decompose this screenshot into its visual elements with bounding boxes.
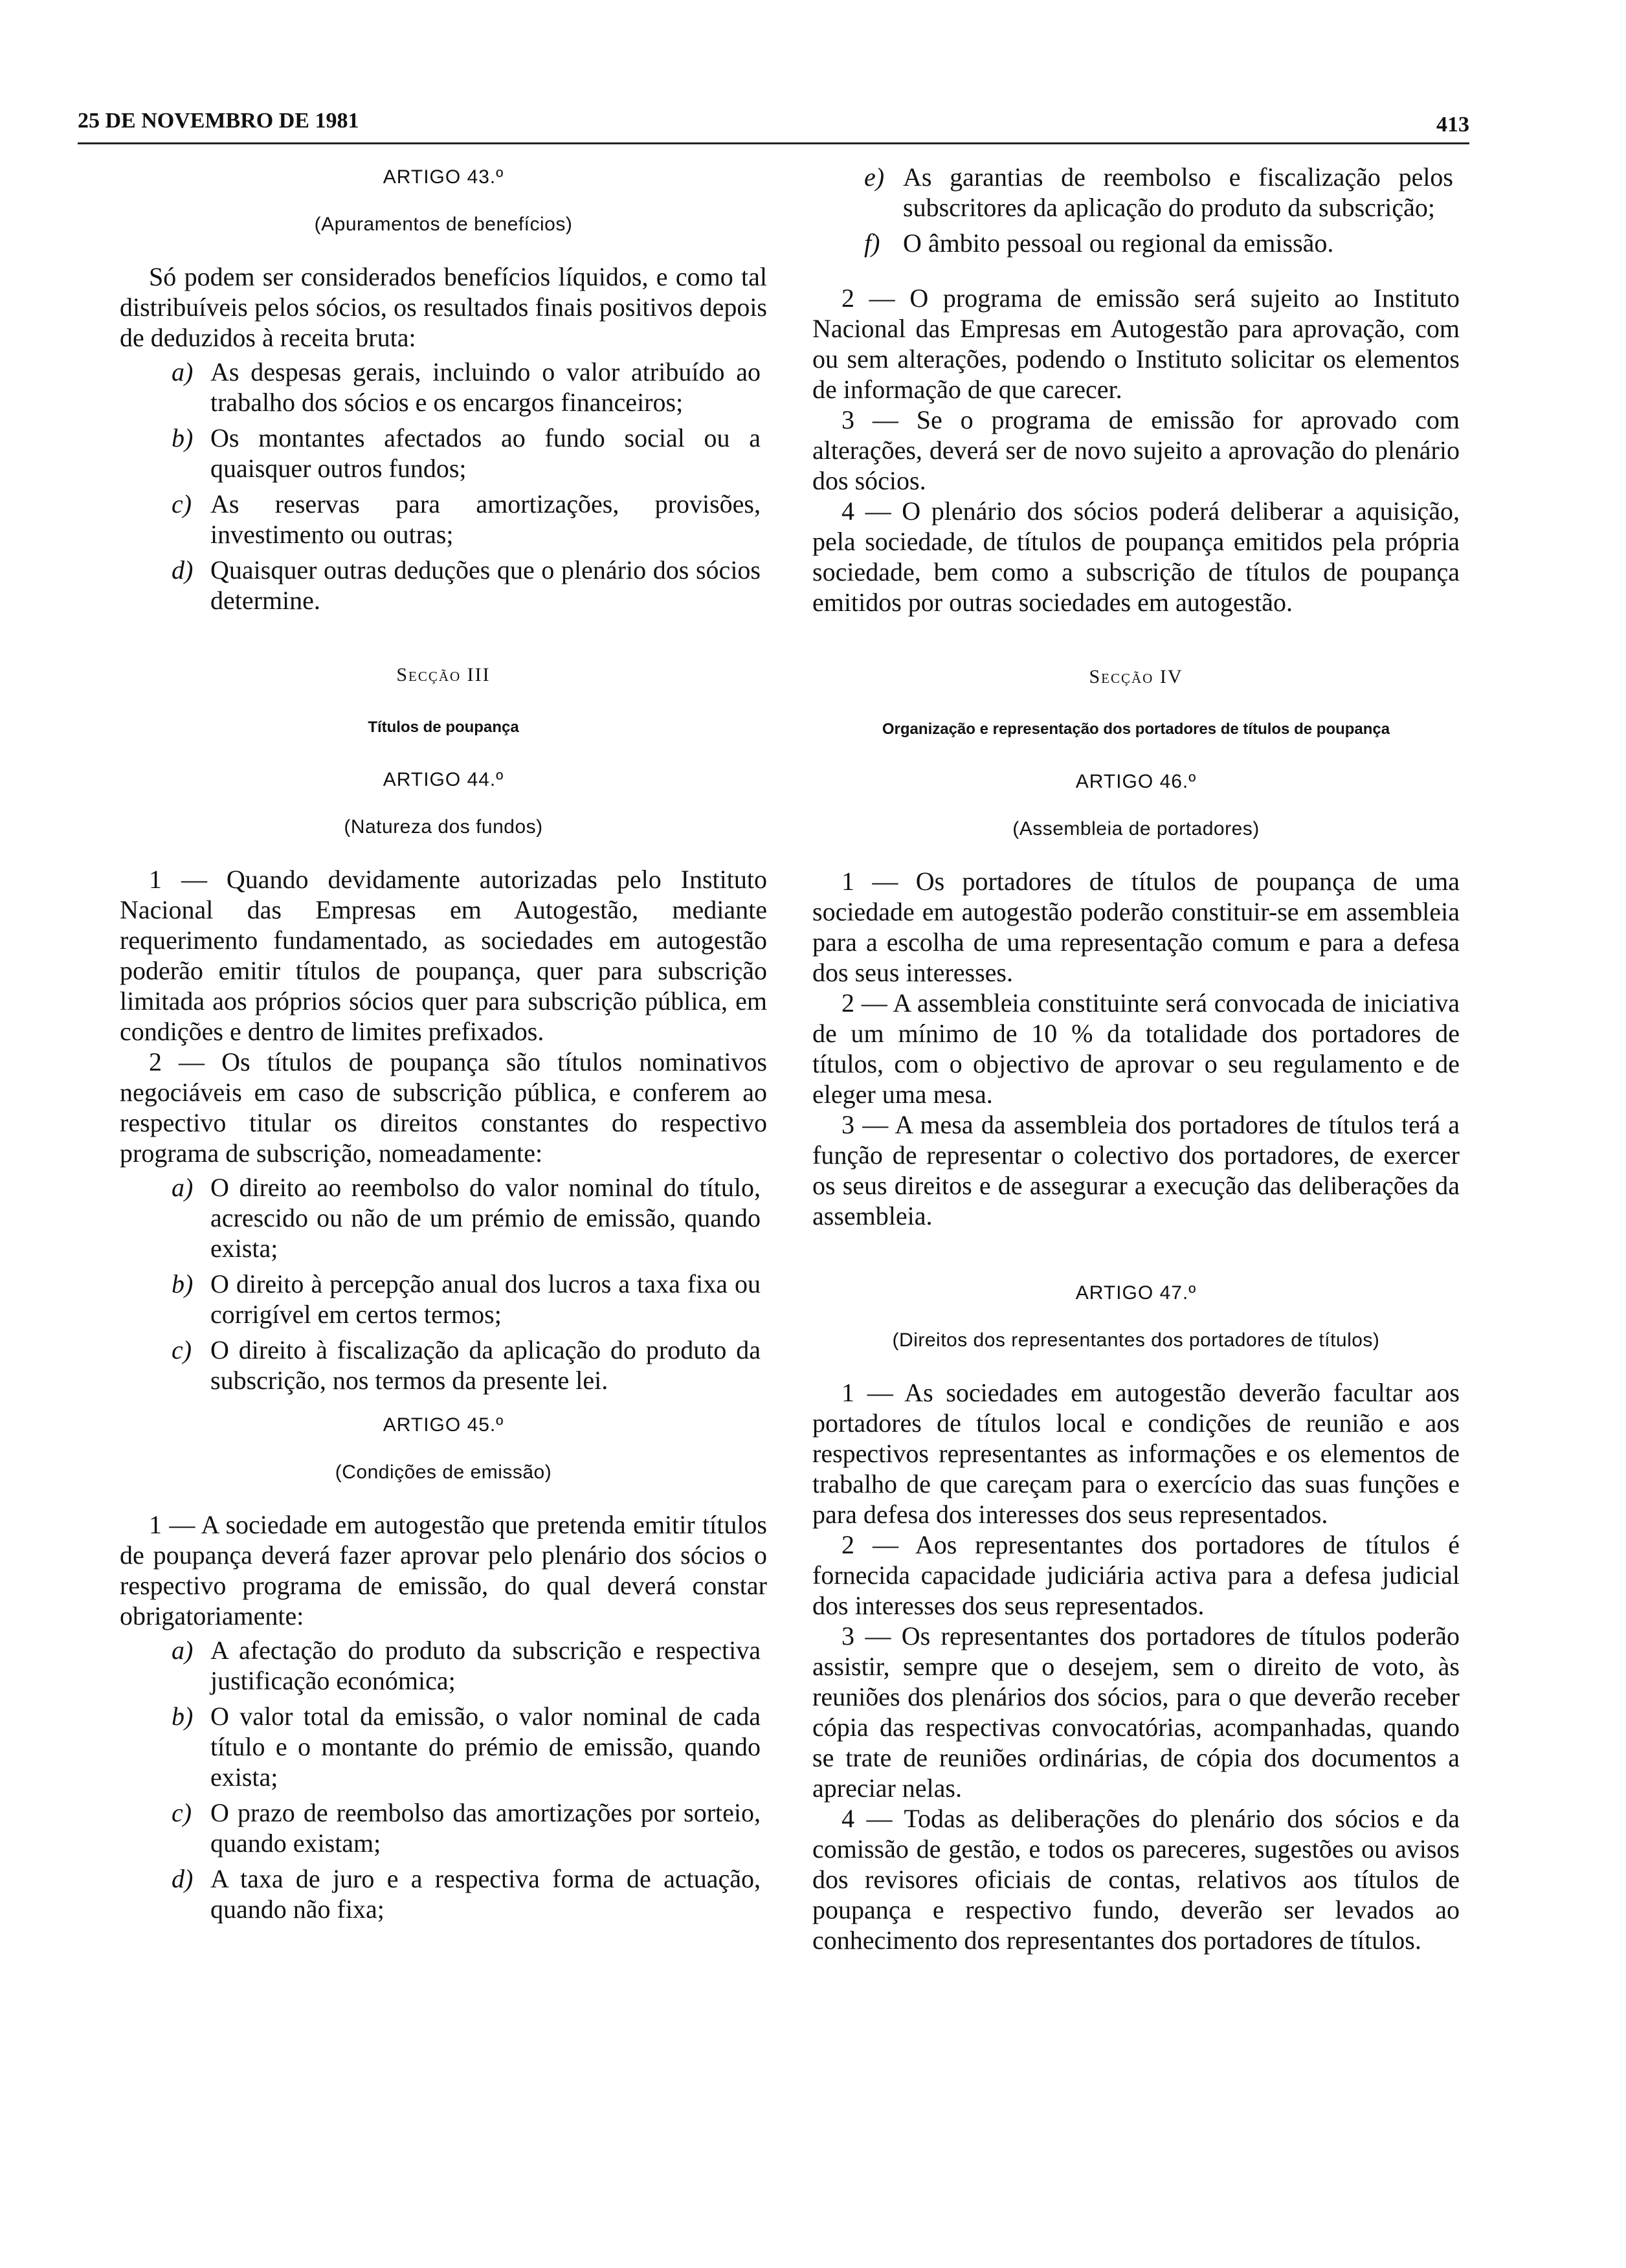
article-44-title: ARTIGO 44.º [383,769,504,790]
list-item: b) O valor total da emissão, o valor nominal de cada título e o montante do prémio de emissão, quando exista; [172,1702,761,1792]
article-47-p4: 4 — Todas as deliberações do plenário dos sócios e da comissão de gestão, e todos os pareceres, sugestões ou avisos dos revisores oficiais de contas, relativos aos títulos de poupança e respectivo fundo, deverão ser levados ao conhecimento dos representantes dos portadores de títulos. [812,1804,1460,1955]
article-47-p2: 2 — Aos representantes dos portadores de títulos é fornecida capacidade judiciária activa para a defesa judicial dos interesses dos seus representados. [812,1530,1460,1620]
right-column [812,162,1460,1955]
article-43-intro: Só podem ser considerados benefícios líquidos, e como tal distribuíveis pelos sócios, os resultados finais positivos depois de deduzidos à receita bruta: [120,262,767,352]
article-45-title: ARTIGO 45.º [383,1414,504,1436]
article-47-title: ARTIGO 47.º [1075,1282,1197,1304]
page-number: 413 [1436,113,1469,137]
article-47-p1: 1 — As sociedades em autogestão deverão facultar aos portadores de títulos local e condições de reunião e aos respectivos representantes as informações e os elementos de trabalho de que careçam para o exercício das suas funções e para defesa dos interesses dos seus representados. [812,1378,1460,1529]
article-47-subtitle: (Direitos dos representantes dos portadores de títulos) [892,1329,1380,1351]
list-item: a) As despesas gerais, incluindo o valor atribuído ao trabalho dos sócios e os encargos financeiros; [172,357,761,417]
list-item: c) O direito à fiscalização da aplicação do produto da subscrição, nos termos da presente lei. [172,1335,761,1395]
article-46-p2: 2 — A assembleia constituinte será convocada de iniciativa de um mínimo de 10 % da totalidade dos portadores de títulos, com o objectivo de aprovar o seu regulamento e de eleger uma mesa. [812,988,1460,1109]
list-item: b) Os montantes afectados ao fundo social ou a quaisquer outros fundos; [172,423,761,483]
article-44-subtitle: (Natureza dos fundos) [344,816,543,838]
article-43-subtitle: (Apuramentos de benefícios) [314,214,573,235]
article-45-p1: 1 — A sociedade em autogestão que pretenda emitir títulos de poupança deverá fazer aprovar pelo plenário dos sócios o respectivo programa de emissão, do qual deverá constar obrigatoriamente: [120,1510,767,1630]
article-46-p3: 3 — A mesa da assembleia dos portadores de títulos terá a função de representar o colectivo dos portadores, de exercer os seus direitos e de assegurar a execução das deliberações da assembleia. [812,1110,1460,1230]
list-item: d) A taxa de juro e a respectiva forma de actuação, quando não fixa; [172,1864,761,1924]
list-item: c) As reservas para amortizações, provisões, investimento ou outras; [172,489,761,549]
list-item: c) O prazo de reembolso das amortizações por sorteio, quando existam; [172,1798,761,1858]
left-column [120,162,767,1929]
header-date: 25 DE NOVEMBRO DE 1981 [78,109,359,133]
section-3-label: Secção III [396,664,491,685]
article-45-list [120,1635,767,1924]
list-item: a) A afectação do produto da subscrição e respectiva justificação económica; [172,1636,761,1695]
article-45-subtitle: (Condições de emissão) [335,1462,552,1483]
section-4-label: Secção IV [1089,666,1183,687]
article-46-subtitle: (Assembleia de portadores) [1012,818,1260,839]
section-4-title: Organização e representação dos portadores de títulos de poupança [882,720,1390,738]
article-44-p1: 1 — Quando devidamente autorizadas pelo Instituto Nacional das Empresas em Autogestão, mediante requerimento fundamentado, as sociedades em autogestão poderão emitir títulos de poupança, quer para subscrição limitada aos próprios sócios quer para subscrição pública, em condições e dentro de limites prefixados. [120,865,767,1046]
list-item: f) O âmbito pessoal ou regional da emissão. [864,228,1334,258]
page-header [78,104,1469,144]
list-item: d) Quaisquer outras deduções que o plenário dos sócios determine. [172,555,761,615]
article-45-p2: 2 — O programa de emissão será sujeito ao Instituto Nacional das Empresas em Autogestão para aprovação, com ou sem alterações, podendo o Instituto solicitar os elementos de informação de que carecer. [812,284,1460,404]
article-45-list-cont [812,162,1460,258]
list-item: e) As garantias de reembolso e fiscalização pelos subscritores da aplicação do produto da subscrição; [864,162,1453,222]
article-45-p4: 4 — O plenário dos sócios poderá deliberar a aquisição, pela sociedade, de títulos de poupança emitidos pela própria sociedade, bem como a subscrição de títulos de poupança emitidos por outras sociedades em autogestão. [812,496,1460,617]
article-47-p3: 3 — Os representantes dos portadores de títulos poderão assistir, sempre que o desejem, sem o direito de voto, às reuniões dos plenários dos sócios, para o que deverão receber cópia das respectivas convocatórias, acompanhadas, quando se trate de reuniões ordinárias, de cópia dos documentos a apreciar nelas. [812,1621,1460,1803]
article-45-p3: 3 — Se o programa de emissão for aprovado com alterações, deverá ser de novo sujeito a aprovação do plenário dos sócios. [812,405,1460,495]
article-44-p2: 2 — Os títulos de poupança são títulos nominativos negociáveis em caso de subscrição pública, e conferem ao respectivo titular os direitos constantes do respectivo programa de subscrição, nomeadamente: [120,1047,767,1168]
article-46-title: ARTIGO 46.º [1075,771,1197,792]
section-3-title: Títulos de poupança [368,718,519,736]
article-44-list [120,1172,767,1395]
article-43-title: ARTIGO 43.º [383,166,504,188]
list-item: a) O direito ao reembolso do valor nominal do título, acrescido ou não de um prémio de emissão, quando exista; [172,1173,761,1263]
article-43-list [120,357,767,616]
article-46-p1: 1 — Os portadores de títulos de poupança de uma sociedade em autogestão poderão constituir-se em assembleia para a escolha de uma representação comum e para a defesa dos seus interesses. [812,867,1460,987]
list-item: b) O direito à percepção anual dos lucros a taxa fixa ou corrigível em certos termos; [172,1269,761,1329]
